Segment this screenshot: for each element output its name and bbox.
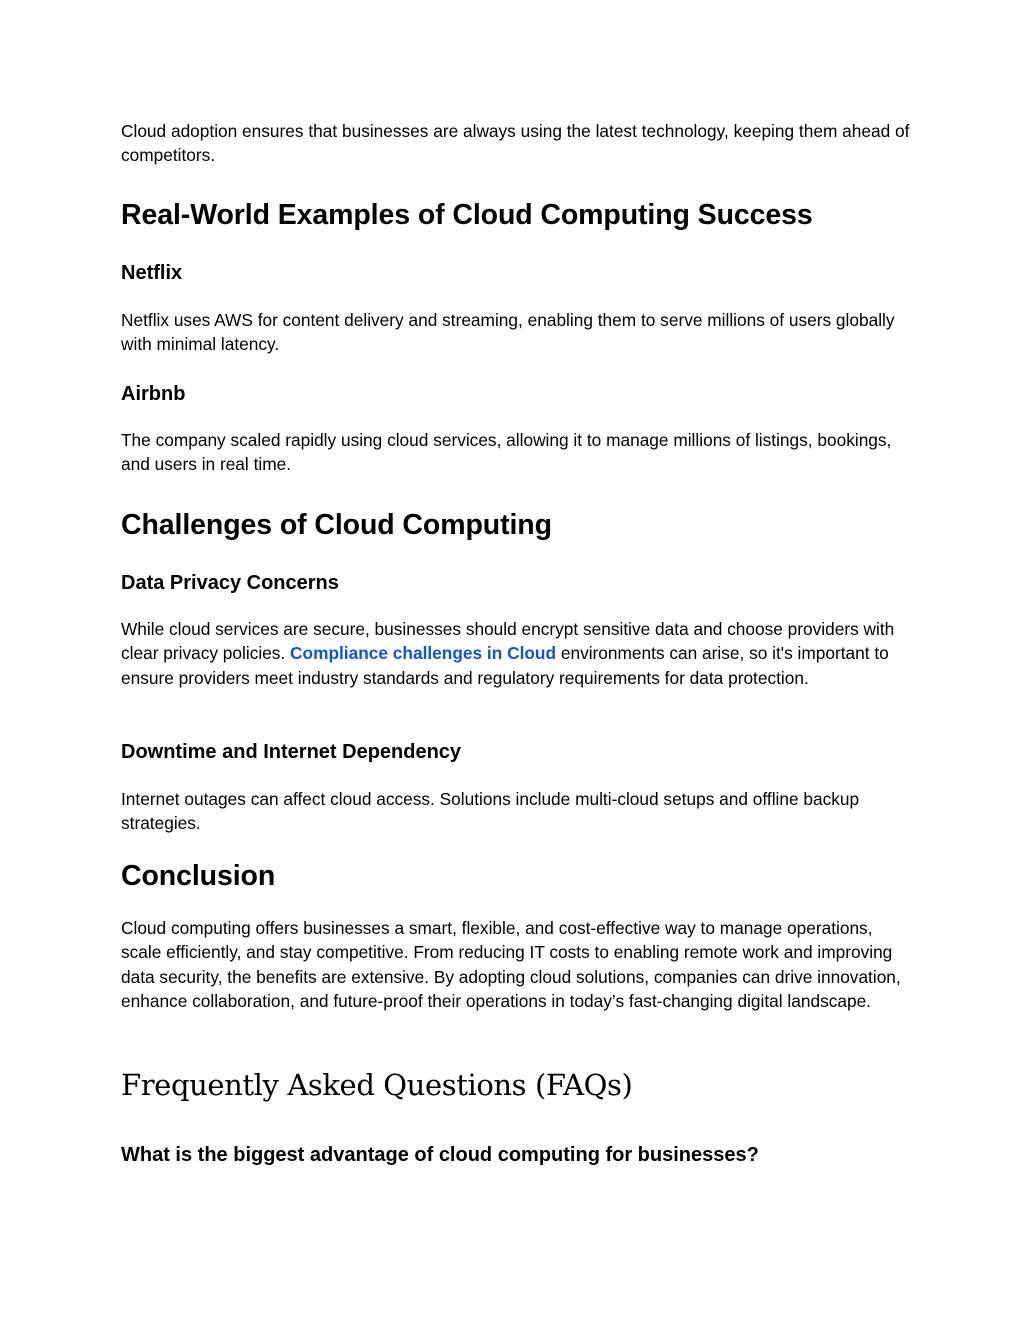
faq-question: What is the biggest advantage of cloud computing for businesses? — [121, 1144, 759, 1166]
netflix-heading: Netflix — [121, 262, 183, 284]
privacy-heading: Data Privacy Concerns — [121, 572, 339, 594]
privacy-text-before: While cloud services are secure, businesses should encrypt sensitive data and choose providers with clear privacy policies. — [121, 619, 895, 664]
privacy-paragraph — [121, 617, 911, 690]
faqs-heading: Frequently Asked Questions (FAQs) — [121, 1068, 633, 1102]
examples-heading: Real-World Examples of Cloud Computing Success — [121, 199, 813, 231]
conclusion-heading: Conclusion — [121, 860, 276, 892]
privacy-text-after: environments can arise, so it's important to ensure providers meet industry standards and regulatory requirements for data protection. — [121, 643, 889, 688]
airbnb-paragraph: The company scaled rapidly using cloud services, allowing it to manage millions of listings, bookings, and users in real time. — [121, 430, 892, 475]
netflix-paragraph: Netflix uses AWS for content delivery and streaming, enabling them to serve millions of users globally with minimal latency. — [121, 310, 895, 355]
airbnb-heading: Airbnb — [121, 383, 186, 405]
conclusion-paragraph: Cloud computing offers businesses a smart, flexible, and cost-effective way to manage operations, scale efficiently, and stay competitive. From reducing IT costs to enabling remote work and improving data security, the benefits are extensive. By adopting cloud solutions, companies can drive innovation, enhance collaboration, and future-proof their operations in today’s fast-changing digital landscape. — [121, 918, 901, 1011]
intro-paragraph: Cloud adoption ensures that businesses are always using the latest technology, keeping them ahead of competitors. — [121, 121, 910, 166]
challenges-heading: Challenges of Cloud Computing — [121, 509, 552, 541]
compliance-challenges-link[interactable]: Compliance challenges in Cloud — [290, 643, 557, 664]
downtime-heading: Downtime and Internet Dependency — [121, 741, 462, 763]
downtime-paragraph: Internet outages can affect cloud access. Solutions include multi-cloud setups and offline backup strategies. — [121, 789, 860, 834]
